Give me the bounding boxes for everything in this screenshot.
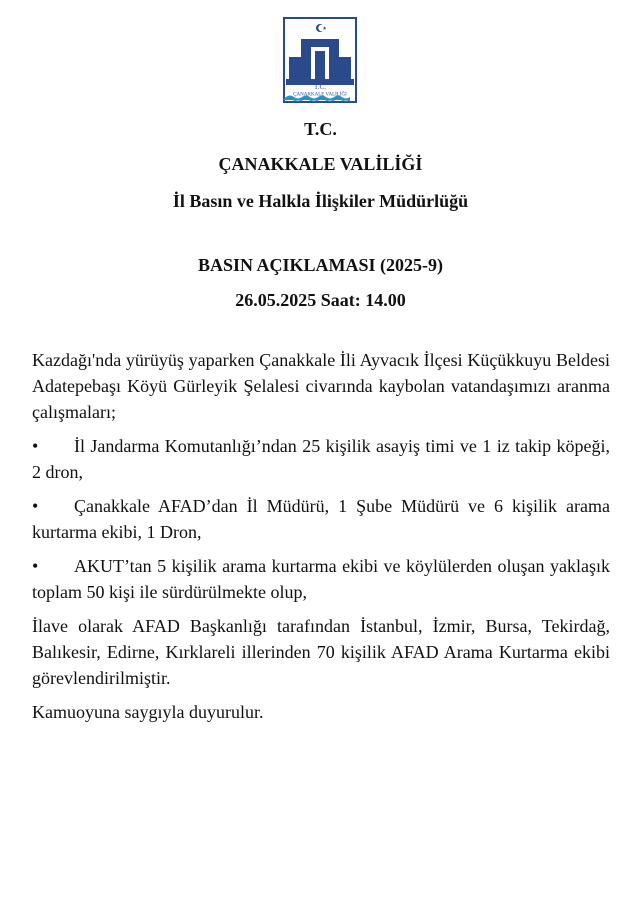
governorship-logo (283, 17, 357, 103)
press-release-body (32, 347, 610, 733)
bullet-item-afad (32, 493, 610, 545)
bullet-icon: • (32, 496, 39, 516)
bullet-icon: • (32, 436, 39, 456)
intro-paragraph: Kazdağı'nda yürüyüş yaparken Çanakkale İli Ayvacık İlçesi Küçükkuyu Beldesi Adatepebaşı Köyü Gürleyik Şelalesi civarında kaybolan vatandaşımızı aranma çalışmaları; (32, 350, 610, 422)
bullet-item-akut (32, 553, 610, 605)
bullet-text: Çanakkale AFAD’dan İl Müdürü, 1 Şube Müdürü ve 6 kişilik arama kurtarma ekibi, 1 Dron, (32, 496, 610, 542)
header-tc: T.C. (304, 119, 337, 139)
bullet-icon: • (32, 556, 39, 576)
release-title: BASIN AÇIKLAMASI (2025-9) (197, 255, 444, 275)
logo-bottom-text: ÇANAKKALE VALİLİĞİ (293, 92, 347, 98)
bullet-text: AKUT’tan 5 kişilik arama kurtarma ekibi ve köylülerden oluşan yaklaşık toplam 50 kişi ile sürdürülmekte olup, (32, 556, 610, 602)
closing-paragraph: Kamuoyuna saygıyla duyurulur. (32, 702, 264, 722)
additional-paragraph: İlave olarak AFAD Başkanlığı tarafından İstanbul, İzmir, Bursa, Tekirdağ, Balıkesir, Edirne, Kırklareli illerinden 70 kişilik AFAD Arama Kurtarma ekibi görevlendirilmiştir. (32, 616, 610, 688)
header-department: İl Basın ve Halkla İlişkiler Müdürlüğü (172, 191, 469, 211)
header-office: ÇANAKKALE VALİLİĞİ (218, 154, 423, 174)
release-date-time: 26.05.2025 Saat: 14.00 (235, 290, 406, 310)
bullet-text: İl Jandarma Komutanlığı’ndan 25 kişilik asayiş timi ve 1 iz takip köpeği, 2 dron, (32, 436, 610, 482)
logo-top-text: T.C. (314, 83, 326, 91)
bullet-item-gendarmerie (32, 433, 610, 485)
